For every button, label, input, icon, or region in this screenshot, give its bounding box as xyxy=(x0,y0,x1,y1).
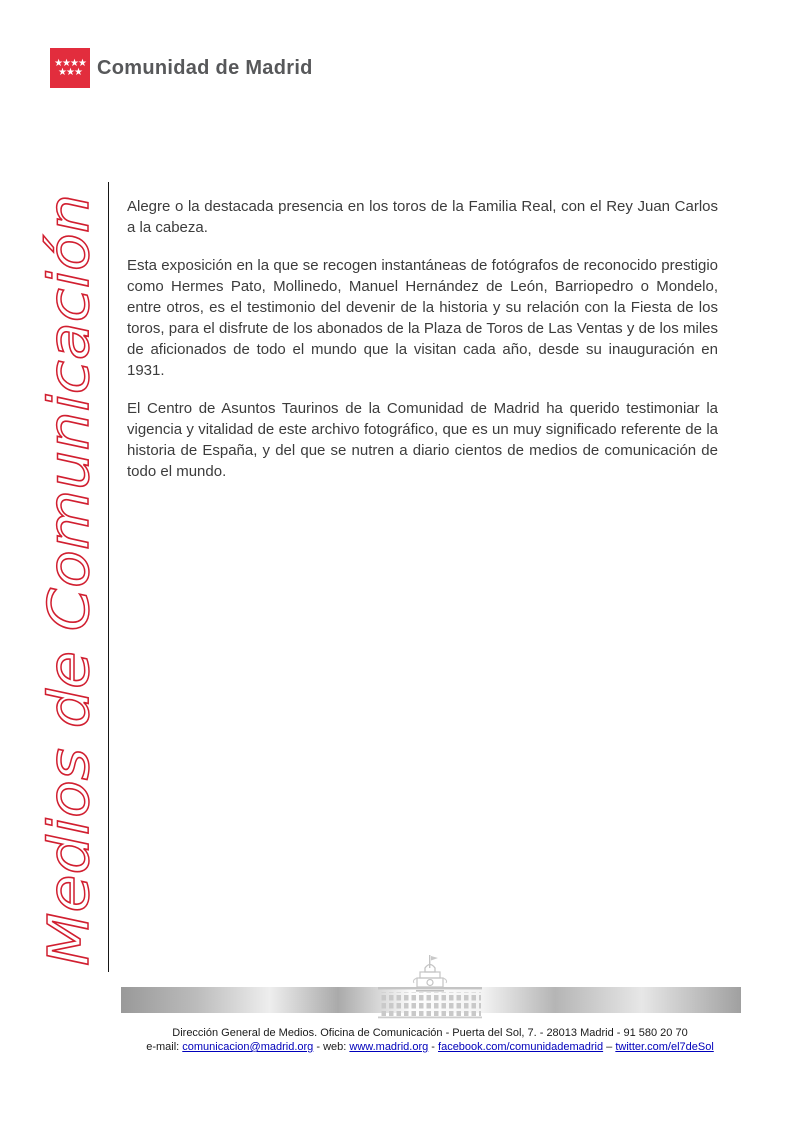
web-separator: - web: xyxy=(313,1041,350,1053)
twitter-link[interactable]: twitter.com/el7deSol xyxy=(615,1041,714,1053)
email-label: e-mail: xyxy=(146,1041,183,1053)
document-body xyxy=(127,196,718,499)
vertical-section-label xyxy=(18,178,110,978)
paragraph: Esta exposición en la que se recogen instantáneas de fotógrafos de reconocido prestigio como Hermes Pato, Mollinedo, Manuel Hernández de León, Barriopedro o Mondelo, entre otros, es el testimonio del devenir de la historia y su relación con la Fiesta de los toros, para el disfrute de los abonados de la Plaza de Toros de Las Ventas y de los miles de aficionados de todo el mundo que la visitan cada año, desde su inauguración en 1931. xyxy=(127,257,718,379)
flag-stars-bottom-row: ★★★ xyxy=(58,67,82,78)
email-link[interactable]: comunicacion@madrid.org xyxy=(182,1041,314,1053)
footer-address-line: Dirección General de Medios. Oficina de Comunicación - Puerta del Sol, 7. - 28013 Madrid - 91 580 20 70 xyxy=(172,1027,688,1039)
facebook-link[interactable]: facebook.com/comunidademadrid xyxy=(438,1041,604,1053)
paragraph: El Centro de Asuntos Taurinos de la Comunidad de Madrid ha querido testimoniar la vigencia y vitalidad de este archivo fotográfico, que es un muy significado referente de la historia de España, y del que se nutren a diario cientos de medios de comunicación de todo el mundo. xyxy=(127,400,718,480)
comunidad-de-madrid-flag-icon xyxy=(50,48,90,88)
footer-contact-block xyxy=(100,1026,760,1054)
page-title: Comunidad de Madrid xyxy=(97,57,313,79)
facebook-separator: - xyxy=(428,1041,439,1053)
paragraph: Alegre o la destacada presencia en los toros de la Familia Real, con el Rey Juan Carlos a la cabeza. xyxy=(127,198,718,236)
web-link[interactable]: www.madrid.org xyxy=(349,1041,429,1053)
vertical-divider-line xyxy=(108,182,109,972)
flag-stars-top-row: ★★★★ xyxy=(54,58,86,69)
footer-links-line xyxy=(100,1040,760,1054)
vertical-section-label-text: Medios de Comunicación xyxy=(37,267,102,966)
casa-de-correos-building-icon xyxy=(374,955,486,1021)
twitter-separator: – xyxy=(603,1041,616,1053)
